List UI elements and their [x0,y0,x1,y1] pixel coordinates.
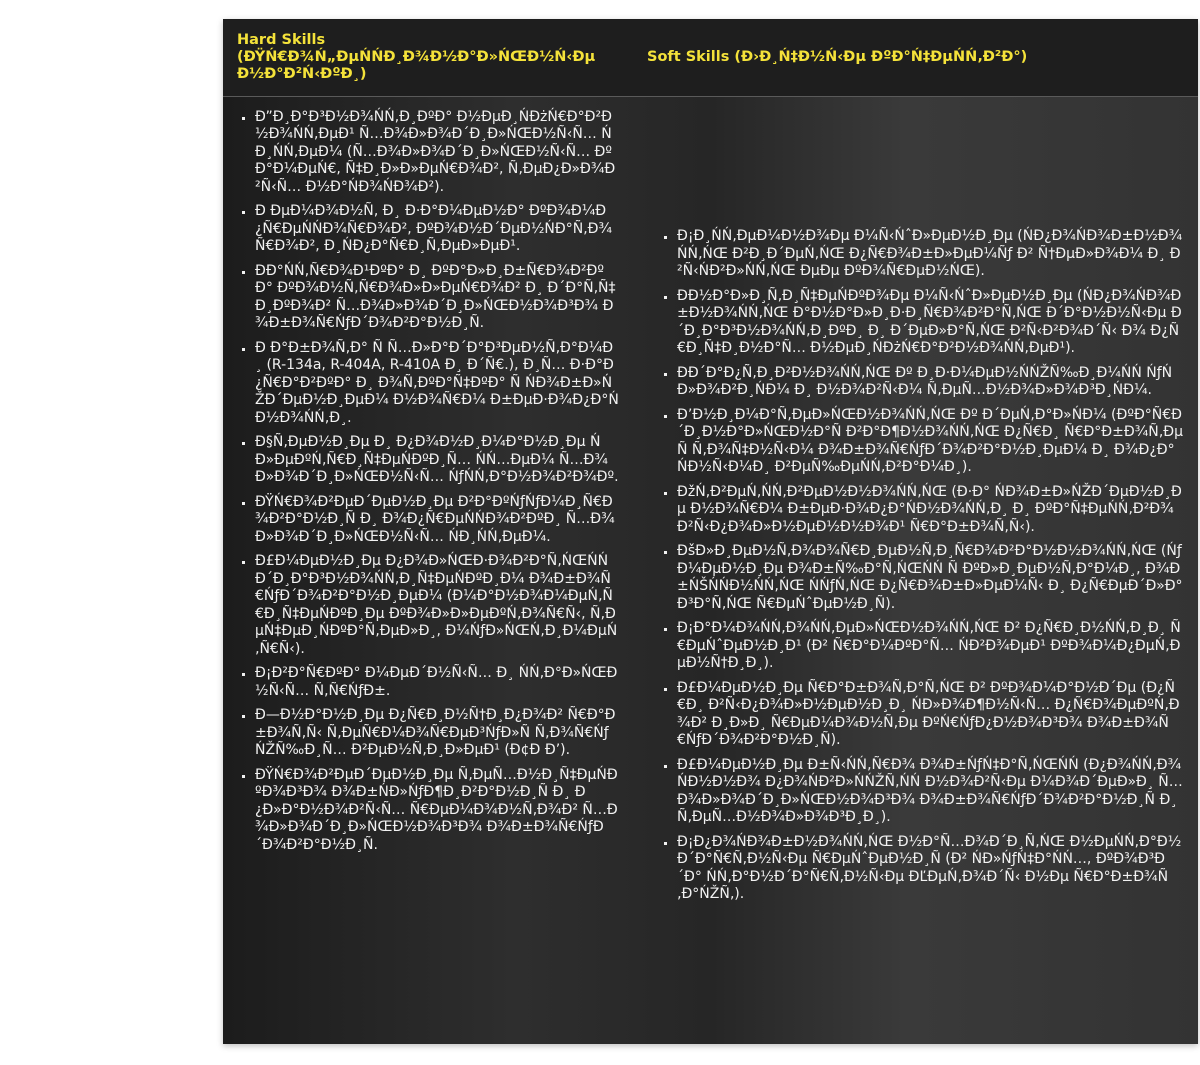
skills-table [223,19,1198,1044]
list-item: ▪ Đ¡Đ²Đ°Ñ€ĐºĐ° Đ¼ĐµĐ´Đ½Ñ‹Ñ… Đ¸ ŃŃ‚Đ°Đ»ŃŒĐ½Ñ‹Ñ… Ñ‚Ñ€ŃƒĐ±. [255,665,619,700]
list-item: ▪ ĐŸŃ€Đ¾Đ²ĐµĐ´ĐµĐ½Đ¸Đµ Ñ‚ĐµÑ…Đ½Đ¸Ñ‡ĐµŃĐºĐ¾Đ³Đ¾ Đ¾Đ±ŃĐ»ŃƒĐ¶Đ¸Đ²Đ°Đ½Đ¸Ñ Đ¸ Đ¿Đ»Đ°Đ½Đ¾Đ²Ñ‹Ñ… Ñ€ĐµĐ¼Đ¾Đ½Ñ‚Đ¾Đ² Ñ…Đ¾Đ»Đ¾Đ´Đ¸Đ»ŃŒĐ½Đ¾Đ³Đ¾ Đ¾Đ±Đ¾Ñ€ŃƒĐ´Đ¾Đ²Đ°Đ½Đ¸Ñ. [255,767,619,855]
header-row [223,19,1198,96]
list-item: ▪ ĐŸŃ€Đ¾Đ²ĐµĐ´ĐµĐ½Đ¸Đµ Đ²Đ°ĐºŃƒŃƒĐ¼Đ¸Ñ€Đ¾Đ²Đ°Đ½Đ¸Ñ Đ¸ Đ¾Đ¿Ñ€ĐµŃŃĐ¾Đ²ĐºĐ¸ Ñ…Đ¾Đ»Đ¾Đ´Đ¸Đ»ŃŒĐ½Ñ‹Ñ… ŃĐ¸ŃŃ‚ĐµĐ¼. [255,494,619,547]
list-item: ▪ ĐžŃ‚Đ²ĐµŃ‚ŃŃ‚Đ²ĐµĐ½Đ½Đ¾ŃŃ‚ŃŒ (Đ·Đ° ŃĐ¾Đ±Đ»ŃŽĐ´ĐµĐ½Đ¸Đµ Đ½Đ¾Ñ€Đ¼ Đ±ĐµĐ·Đ¾Đ¿Đ°ŃĐ½Đ¾ŃŃ‚Đ¸ Đ¸ ĐºĐ°Ñ‡ĐµŃŃ‚Đ²Đ¾ Đ²Ñ‹Đ¿Đ¾Đ»Đ½ĐµĐ½Đ½Đ¾Đ¹ Ñ€Đ°Đ±Đ¾Ñ‚Ñ‹). [677,484,1184,537]
hard-skills-header: Hard Skills (ĐŸŃ€Đ¾Ń„ĐµŃŃĐ¸Đ¾Đ½Đ°Đ»ŃŒĐ½Ń‹Đµ Đ½Đ°Đ²Ń‹ĐºĐ¸) [237,31,596,82]
table-row [223,96,1198,1044]
list-item: ▪ Đ”Đ¸Đ°Đ³Đ½Đ¾ŃŃ‚Đ¸ĐºĐ° Đ½ĐµĐ¸ŃĐżŃ€Đ°Đ²Đ½Đ¾ŃŃ‚ĐµĐ¹ Ñ…Đ¾Đ»Đ¾Đ´Đ¸Đ»ŃŒĐ½Ñ‹Ñ… ŃĐ¸ŃŃ‚ĐµĐ¼ (Ñ…Đ¾Đ»Đ¾Đ´Đ¸Đ»ŃŒĐ½Ñ‹Ñ… ĐºĐ°Đ¼ĐµŃ€, Ñ‡Đ¸Đ»Đ»ĐµŃ€Đ¾Đ², Ñ‚ĐµĐ¿Đ»Đ¾Đ²Ñ‹Ñ… Đ½Đ°ŃĐ¾ŃĐ¾Đ²). [255,109,619,197]
list-item: ▪ Đ£Đ¼ĐµĐ½Đ¸Đµ Đ¿Đ¾Đ»ŃŒĐ·Đ¾Đ²Đ°Ñ‚ŃŒŃŃ Đ´Đ¸Đ°Đ³Đ½Đ¾ŃŃ‚Đ¸Ñ‡ĐµŃĐºĐ¸Đ¼ Đ¾Đ±Đ¾Ñ€ŃƒĐ´Đ¾Đ²Đ°Đ½Đ¸ĐµĐ¼ (Đ¼Đ°Đ½Đ¾Đ¼ĐµŃ‚Ñ€Đ¸Ñ‡ĐµŃĐºĐ¸Đµ ĐºĐ¾Đ»Đ»ĐµĐºŃ‚Đ¾Ñ€Ñ‹, Ñ‚ĐµŃ‡ĐµĐ¸ŃĐºĐ°Ñ‚ĐµĐ»Đ¸, Đ¼ŃƒĐ»ŃŒŃ‚Đ¸Đ¼ĐµŃ‚Ñ€Ñ‹). [255,553,619,658]
soft-skills-header: Soft Skills (Đ›Đ¸Ń‡Đ½Ń‹Đµ ĐºĐ°Ń‡ĐµŃŃ‚Đ²Đ°) [647,48,1028,65]
list-item: ▪ ĐĐ´Đ°Đ¿Ñ‚Đ¸Đ²Đ½Đ¾ŃŃ‚ŃŒ Đº Đ¸Đ·Đ¼ĐµĐ½ŃŃŽÑ‰Đ¸Đ¼ŃŃ ŃƒŃĐ»Đ¾Đ²Đ¸ŃĐ¼ Đ¸ Đ½Đ¾Đ²Ñ‹Đ¼ Ñ‚ĐµÑ…Đ½Đ¾Đ»Đ¾Đ³Đ¸ŃĐ¼. [677,365,1184,400]
list-item: ▪ Đ—Đ½Đ°Đ½Đ¸Đµ Đ¿Ñ€Đ¸Đ½Ñ†Đ¸Đ¿Đ¾Đ² Ñ€Đ°Đ±Đ¾Ñ‚Ñ‹ Ñ‚ĐµÑ€Đ¼Đ¾Ñ€ĐµĐ³ŃƒĐ»Ñ Ñ‚Đ¾Ñ€ŃƒŃŽÑ‰Đ¸Ñ… Đ²ĐµĐ½Ñ‚Đ¸Đ»ĐµĐ¹ (Đ¢Đ Đ’). [255,707,619,760]
list-item: ▪ Đ¡Đ°Đ¼Đ¾ŃŃ‚Đ¾ŃŃ‚ĐµĐ»ŃŒĐ½Đ¾ŃŃ‚ŃŒ Đ² Đ¿Ñ€Đ¸Đ½ŃŃ‚Đ¸Đ¸ Ñ€ĐµŃˆĐµĐ½Đ¸Đ¹ (Đ² Ñ€Đ°Đ¼ĐºĐ°Ñ… ŃĐ²Đ¾ĐµĐ¹ ĐºĐ¾Đ¼Đ¿ĐµŃ‚ĐµĐ½Ñ†Đ¸Đ¸). [677,620,1184,673]
list-item: ▪ Đ¡Đ¿Đ¾ŃĐ¾Đ±Đ½Đ¾ŃŃ‚ŃŒ Đ½Đ°Ñ…Đ¾Đ´Đ¸Ñ‚ŃŒ Đ½ĐµŃŃ‚Đ°Đ½Đ´Đ°Ñ€Ñ‚Đ½Ñ‹Đµ Ñ€ĐµŃˆĐµĐ½Đ¸Ñ (Đ² ŃĐ»ŃƒŃ‡Đ°ŃŃ…, ĐºĐ¾Đ³Đ´Đ° ŃŃ‚Đ°Đ½Đ´Đ°Ñ€Ñ‚Đ½Ñ‹Đµ ĐĽĐµŃ‚Đ¾Đ´Ñ‹ Đ½Đµ Ñ€Đ°Đ±Đ¾Ñ‚Đ°ŃŽÑ‚). [677,834,1184,904]
table-body [223,96,1198,1044]
list-item: ▪ Đ Đ°Đ±Đ¾Ñ‚Đ° Ñ Ñ…Đ»Đ°Đ´Đ°Đ³ĐµĐ½Ñ‚Đ°Đ¼Đ¸ (R-134a, R-404A, R-410A Đ¸ Đ´Ñ€.), Đ¸Ñ… Đ·Đ°Đ¿Ñ€Đ°Đ²ĐºĐ° Đ¸ Đ¾Ñ‚ĐºĐ°Ñ‡ĐºĐ° Ñ ŃĐ¾Đ±Đ»ŃŽĐ´ĐµĐ½Đ¸ĐµĐ¼ Đ½Đ¾Ñ€Đ¼ Đ±ĐµĐ·Đ¾Đ¿Đ°ŃĐ½Đ¾ŃŃ‚Đ¸. [255,340,619,428]
hard-skills-cell [223,96,633,1044]
list-item: ▪ Đ¡Đ¸ŃŃ‚ĐµĐ¼Đ½Đ¾Đµ Đ¼Ñ‹ŃˆĐ»ĐµĐ½Đ¸Đµ (ŃĐ¿Đ¾ŃĐ¾Đ±Đ½Đ¾ŃŃ‚ŃŒ Đ²Đ¸Đ´ĐµŃ‚ŃŒ Đ¿Ñ€Đ¾Đ±Đ»ĐµĐ¼Ñƒ Đ² Ñ†ĐµĐ»Đ¾Đ¼ Đ¸ Đ²Ñ‹ŃĐ²Đ»ŃŃ‚ŃŒ ĐµĐµ ĐºĐ¾Ñ€ĐµĐ½ŃŒ). [677,228,1184,281]
list-item: ▪ Đ ĐµĐ¼Đ¾Đ½Ñ‚ Đ¸ Đ·Đ°Đ¼ĐµĐ½Đ° ĐºĐ¾Đ¼Đ¿Ñ€ĐµŃŃĐ¾Ñ€Đ¾Đ², ĐºĐ¾Đ½Đ´ĐµĐ½ŃĐ°Ñ‚Đ¾Ñ€Đ¾Đ², Đ¸ŃĐ¿Đ°Ñ€Đ¸Ñ‚ĐµĐ»ĐµĐ¹. [255,203,619,256]
table-header [223,19,1198,96]
soft-skills-list [647,228,1184,904]
list-item: ▪ Đ’Đ½Đ¸Đ¼Đ°Ñ‚ĐµĐ»ŃŒĐ½Đ¾ŃŃ‚ŃŒ Đº Đ´ĐµŃ‚Đ°Đ»ŃĐ¼ (ĐºĐ°Ñ€Đ´Đ¸Đ½Đ°Đ»ŃŒĐ½Đ°Ñ Đ²Đ°Đ¶Đ½Đ¾ŃŃ‚ŃŒ Đ¿Ñ€Đ¸ Ñ€Đ°Đ±Đ¾Ñ‚Đµ Ñ Ñ‚Đ¾Ñ‡Đ½Ñ‹Đ¼ Đ¾Đ±Đ¾Ñ€ŃƒĐ´Đ¾Đ²Đ°Đ½Đ¸ĐµĐ¼ Đ¸ Đ¾Đ¿Đ°ŃĐ½Ñ‹Đ¼Đ¸ Đ²ĐµÑ‰ĐµŃŃ‚Đ²Đ°Đ¼Đ¸). [677,407,1184,477]
list-item: ▪ ĐĐ½Đ°Đ»Đ¸Ñ‚Đ¸Ñ‡ĐµŃĐºĐ¾Đµ Đ¼Ñ‹ŃˆĐ»ĐµĐ½Đ¸Đµ (ŃĐ¿Đ¾ŃĐ¾Đ±Đ½Đ¾ŃŃ‚ŃŒ Đ°Đ½Đ°Đ»Đ¸Đ·Đ¸Ñ€Đ¾Đ²Đ°Ñ‚ŃŒ Đ´Đ°Đ½Đ½Ñ‹Đµ Đ´Đ¸Đ°Đ³Đ½Đ¾ŃŃ‚Đ¸ĐºĐ¸ Đ¸ Đ´ĐµĐ»Đ°Ñ‚ŃŒ Đ²Ñ‹Đ²Đ¾Đ´Ñ‹ Đ¾ Đ¿Ñ€Đ¸Ñ‡Đ¸Đ½Đ°Ñ… Đ½ĐµĐ¸ŃĐżŃ€Đ°Đ²Đ½Đ¾ŃŃ‚ĐµĐ¹). [677,288,1184,358]
soft-skills-cell [633,96,1198,1044]
list-item: ▪ ĐšĐ»Đ¸ĐµĐ½Ñ‚Đ¾Đ¾Ñ€Đ¸ĐµĐ½Ñ‚Đ¸Ñ€Đ¾Đ²Đ°Đ½Đ½Đ¾ŃŃ‚ŃŒ (ŃƒĐ¼ĐµĐ½Đ¸Đµ Đ¾Đ±Ñ‰Đ°Ñ‚ŃŒŃŃ Ñ ĐºĐ»Đ¸ĐµĐ½Ñ‚Đ°Đ¼Đ¸, Đ¾Đ±ŃŠŃŃĐ½ŃŃ‚ŃŒ ŃŃƒŃ‚ŃŒ Đ¿Ñ€Đ¾Đ±Đ»ĐµĐ¼Ñ‹ Đ¸ Đ¿Ñ€ĐµĐ´Đ»Đ°Đ³Đ°Ñ‚ŃŒ Ñ€ĐµŃˆĐµĐ½Đ¸Ñ). [677,543,1184,613]
list-item: ▪ Đ£Đ¼ĐµĐ½Đ¸Đµ Đ±Ñ‹ŃŃ‚Ñ€Đ¾ Đ¾Đ±ŃƒŃ‡Đ°Ñ‚ŃŒŃŃ (Đ¿Đ¾ŃŃ‚Đ¾ŃĐ½Đ½Đ¾ Đ¿Đ¾ŃĐ²Đ»ŃŃŽÑ‚ŃŃ Đ½Đ¾Đ²Ñ‹Đµ Đ¼Đ¾Đ´ĐµĐ»Đ¸ Ñ…Đ¾Đ»Đ¾Đ´Đ¸Đ»ŃŒĐ½Đ¾Đ³Đ¾ Đ¾Đ±Đ¾Ñ€ŃƒĐ´Đ¾Đ²Đ°Đ½Đ¸Ñ Đ¸ Ñ‚ĐµÑ…Đ½Đ¾Đ»Đ¾Đ³Đ¸Đ¸). [677,757,1184,827]
hard-skills-list [237,109,619,855]
list-item: ▪ Đ£Đ¼ĐµĐ½Đ¸Đµ Ñ€Đ°Đ±Đ¾Ñ‚Đ°Ñ‚ŃŒ Đ² ĐºĐ¾Đ¼Đ°Đ½Đ´Đµ (Đ¿Ñ€Đ¸ Đ²Ñ‹Đ¿Đ¾Đ»Đ½ĐµĐ½Đ¸Đ¸ ŃĐ»Đ¾Đ¶Đ½Ñ‹Ñ… Đ¿Ñ€Đ¾ĐµĐºŃ‚Đ¾Đ² Đ¸Đ»Đ¸ Ñ€ĐµĐ¼Đ¾Đ½Ñ‚Đµ ĐºŃ€ŃƒĐ¿Đ½Đ¾Đ³Đ¾ Đ¾Đ±Đ¾Ñ€ŃƒĐ´Đ¾Đ²Đ°Đ½Đ¸Ñ). [677,680,1184,750]
list-item: ▪ ĐĐ°ŃŃ‚Ñ€Đ¾Đ¹ĐºĐ° Đ¸ ĐºĐ°Đ»Đ¸Đ±Ñ€Đ¾Đ²ĐºĐ° ĐºĐ¾Đ½Ñ‚Ñ€Đ¾Đ»Đ»ĐµŃ€Đ¾Đ² Đ¸ Đ´Đ°Ñ‚Ñ‡Đ¸ĐºĐ¾Đ² Ñ…Đ¾Đ»Đ¾Đ´Đ¸Đ»ŃŒĐ½Đ¾Đ³Đ¾ Đ¾Đ±Đ¾Ñ€ŃƒĐ´Đ¾Đ²Đ°Đ½Đ¸Ñ. [255,263,619,333]
list-item: ▪ Đ§Ñ‚ĐµĐ½Đ¸Đµ Đ¸ Đ¿Đ¾Đ½Đ¸Đ¼Đ°Đ½Đ¸Đµ ŃĐ»ĐµĐºŃ‚Ñ€Đ¸Ñ‡ĐµŃĐºĐ¸Ñ… ŃŃ…ĐµĐ¼ Ñ…Đ¾Đ»Đ¾Đ´Đ¸Đ»ŃŒĐ½Ñ‹Ñ… ŃƒŃŃ‚Đ°Đ½Đ¾Đ²Đ¾Đº. [255,434,619,487]
